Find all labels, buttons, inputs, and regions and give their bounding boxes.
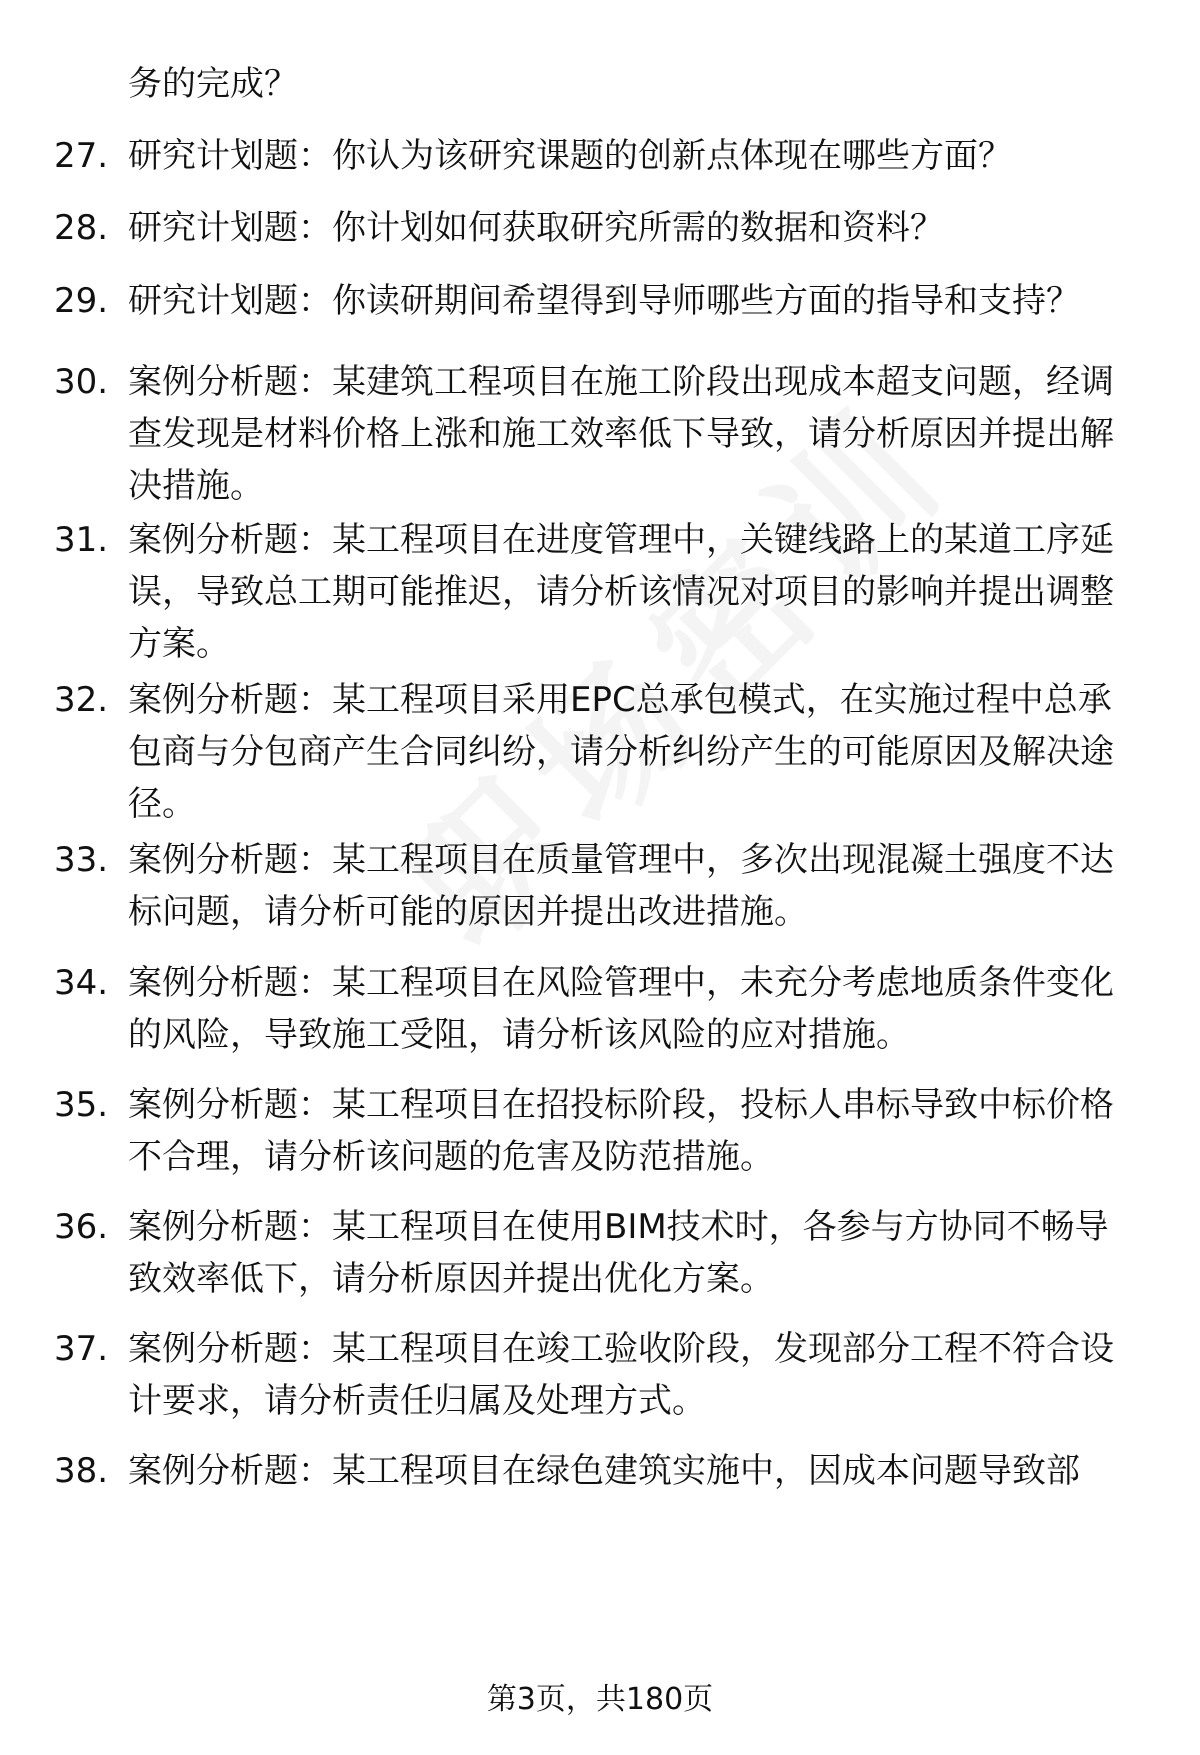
question-text: 案例分析题：某工程项目在招投标阶段，投标人串标导致中标价格不合理，请分析该问题的危害及防范措施。 [128,1085,1114,1177]
question-number: 31. [54,520,109,560]
question-text: 案例分析题：某工程项目在绿色建筑实施中，因成本问题导致部 [128,1451,1080,1491]
question-number: 35. [54,1085,109,1125]
question-text: 案例分析题：某工程项目在风险管理中，未充分考虑地质条件变化的风险，导致施工受阻，请分析该风险的应对措施。 [128,963,1114,1055]
question-number: 38. [54,1451,109,1491]
question-number: 28. [54,208,109,248]
question-number: 27. [54,136,109,176]
question-number: 37. [54,1329,109,1369]
question-text: 案例分析题：某工程项目在进度管理中，关键线路上的某道工序延误，导致总工期可能推迟，请分析该情况对项目的影响并提出调整方案。 [128,520,1114,664]
question-number: 30. [54,362,109,402]
question-text: 案例分析题：某工程项目在质量管理中，多次出现混凝土强度不达标问题，请分析可能的原因并提出改进措施。 [128,840,1114,932]
continuation-text: 务的完成？ [128,64,298,104]
page-footer: 第3页，共180页 [486,1682,714,1717]
question-number: 32. [54,680,109,720]
question-text: 案例分析题：某建筑工程项目在施工阶段出现成本超支问题，经调查发现是材料价格上涨和施工效率低下导致，请分析原因并提出解决措施。 [128,362,1114,506]
question-number: 36. [54,1207,109,1247]
question-text: 案例分析题：某工程项目在使用BIM技术时，各参与方协同不畅导致效率低下，请分析原因并提出优化方案。 [128,1207,1109,1299]
question-text: 案例分析题：某工程项目在竣工验收阶段，发现部分工程不符合设计要求，请分析责任归属及处理方式。 [128,1329,1114,1421]
question-text: 研究计划题：你读研期间希望得到导师哪些方面的指导和支持？ [128,281,1080,321]
question-text: 研究计划题：你认为该研究课题的创新点体现在哪些方面？ [128,136,1012,176]
question-number: 33. [54,840,109,880]
question-number: 34. [54,963,109,1003]
question-number: 29. [54,281,109,321]
question-text: 案例分析题：某工程项目采用EPC总承包模式，在实施过程中总承包商与分包商产生合同纠纷，请分析纠纷产生的可能原因及解决途径。 [128,680,1114,824]
question-text: 研究计划题：你计划如何获取研究所需的数据和资料？ [128,208,944,248]
